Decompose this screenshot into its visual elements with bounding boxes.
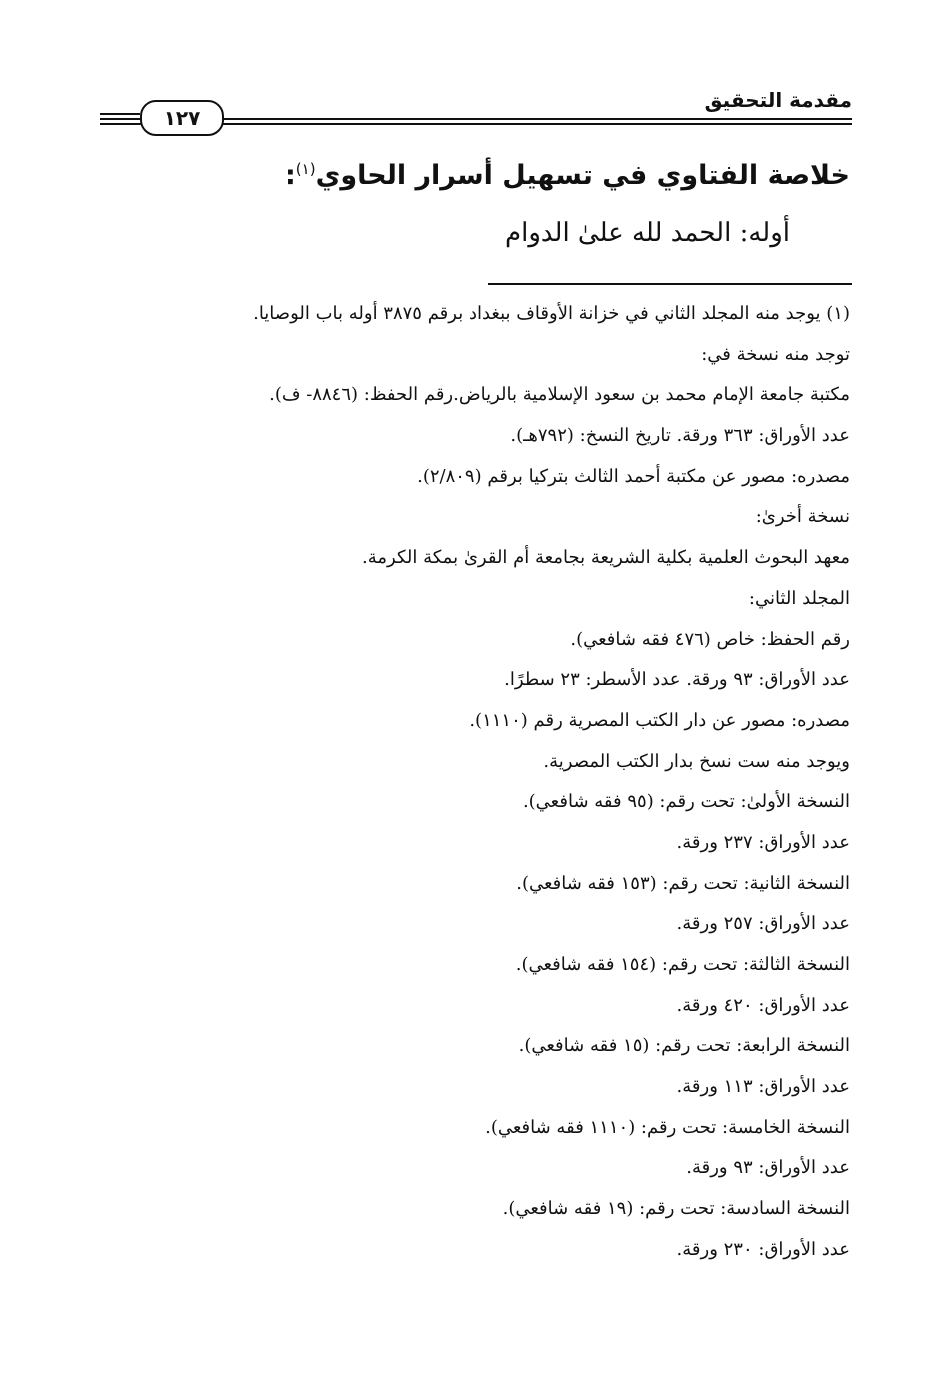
footnote-line: (١) يوجد منه المجلد الثاني في خزانة الأوقاف ببغداد برقم ٣٨٧٥ أوله باب الوصايا. (253, 303, 850, 324)
running-header (100, 84, 852, 134)
footnote-line: مصدره: مصور عن دار الكتب المصرية رقم (١١١٠). (469, 709, 850, 731)
chapter-title: مقدمة التحقيق (704, 88, 852, 112)
footnote-separator (488, 283, 852, 285)
footnote-line: عدد الأوراق: ٢٣٠ ورقة. (676, 1238, 850, 1260)
footnote-line: عدد الأوراق: ٤٢٠ ورقة. (676, 994, 850, 1016)
footnote-line: النسخة الخامسة: تحت رقم: (١١١٠ فقه شافعي). (485, 1116, 850, 1138)
footnote-marker: (١) (295, 160, 316, 178)
section-heading-text: خلاصة الفتاوي في تسهيل أسرار الحاوي (315, 160, 850, 191)
footnote-line: عدد الأوراق: ٩٣ ورقة. عدد الأسطر: ٢٣ سطرًا. (504, 669, 850, 691)
page-number: ١٢٧ (140, 100, 224, 136)
footnote-line: رقم الحفظ: خاص (٤٧٦ فقه شافعي). (570, 628, 850, 650)
footnote-line: المجلد الثاني: (748, 587, 850, 609)
footnote-line: عدد الأوراق: ٢٥٧ ورقة. (676, 913, 850, 935)
footnote-line: النسخة الرابعة: تحت رقم: (١٥ فقه شافعي). (518, 1035, 850, 1057)
opening-line: أوله: الحمد لله علىٰ الدوام (505, 218, 790, 248)
footnote-line: ويوجد منه ست نسخ بدار الكتب المصرية. (543, 750, 850, 772)
footnote-line: عدد الأوراق: ٩٣ ورقة. (686, 1157, 850, 1179)
section-heading (285, 160, 850, 191)
footnotes (90, 294, 850, 1271)
footnote-line: النسخة الثالثة: تحت رقم: (١٥٤ فقه شافعي). (515, 954, 850, 975)
footnote-line: مصدره: مصور عن مكتبة أحمد الثالث بتركيا برقم (٢/٨٠٩). (417, 465, 850, 487)
section-heading-colon: : (284, 160, 296, 191)
footnote-line: عدد الأوراق: ٣٦٣ ورقة. تاريخ النسخ: (٧٩٢هـ). (510, 425, 850, 447)
footnote-line: معهد البحوث العلمية بكلية الشريعة بجامعة أم القرىٰ بمكة الكرمة. (362, 547, 850, 569)
footnote-line: مكتبة جامعة الإمام محمد بن سعود الإسلامية بالرياض.رقم الحفظ: (٨٨٤٦- ف). (269, 384, 850, 406)
footnote-line: النسخة الأولىٰ: تحت رقم: (٩٥ فقه شافعي). (522, 791, 850, 813)
footnote-line: توجد منه نسخة في: (701, 343, 850, 365)
header-rule-left-stub (100, 113, 140, 115)
footnote-line: النسخة السادسة: تحت رقم: (١٩ فقه شافعي). (502, 1198, 850, 1220)
footnote-line: عدد الأوراق: ١١٣ ورقة. (676, 1076, 850, 1098)
footnote-line: النسخة الثانية: تحت رقم: (١٥٣ فقه شافعي). (516, 872, 850, 894)
footnote-line: عدد الأوراق: ٢٣٧ ورقة. (676, 831, 850, 853)
footnote-line: نسخة أخرىٰ: (755, 506, 850, 528)
